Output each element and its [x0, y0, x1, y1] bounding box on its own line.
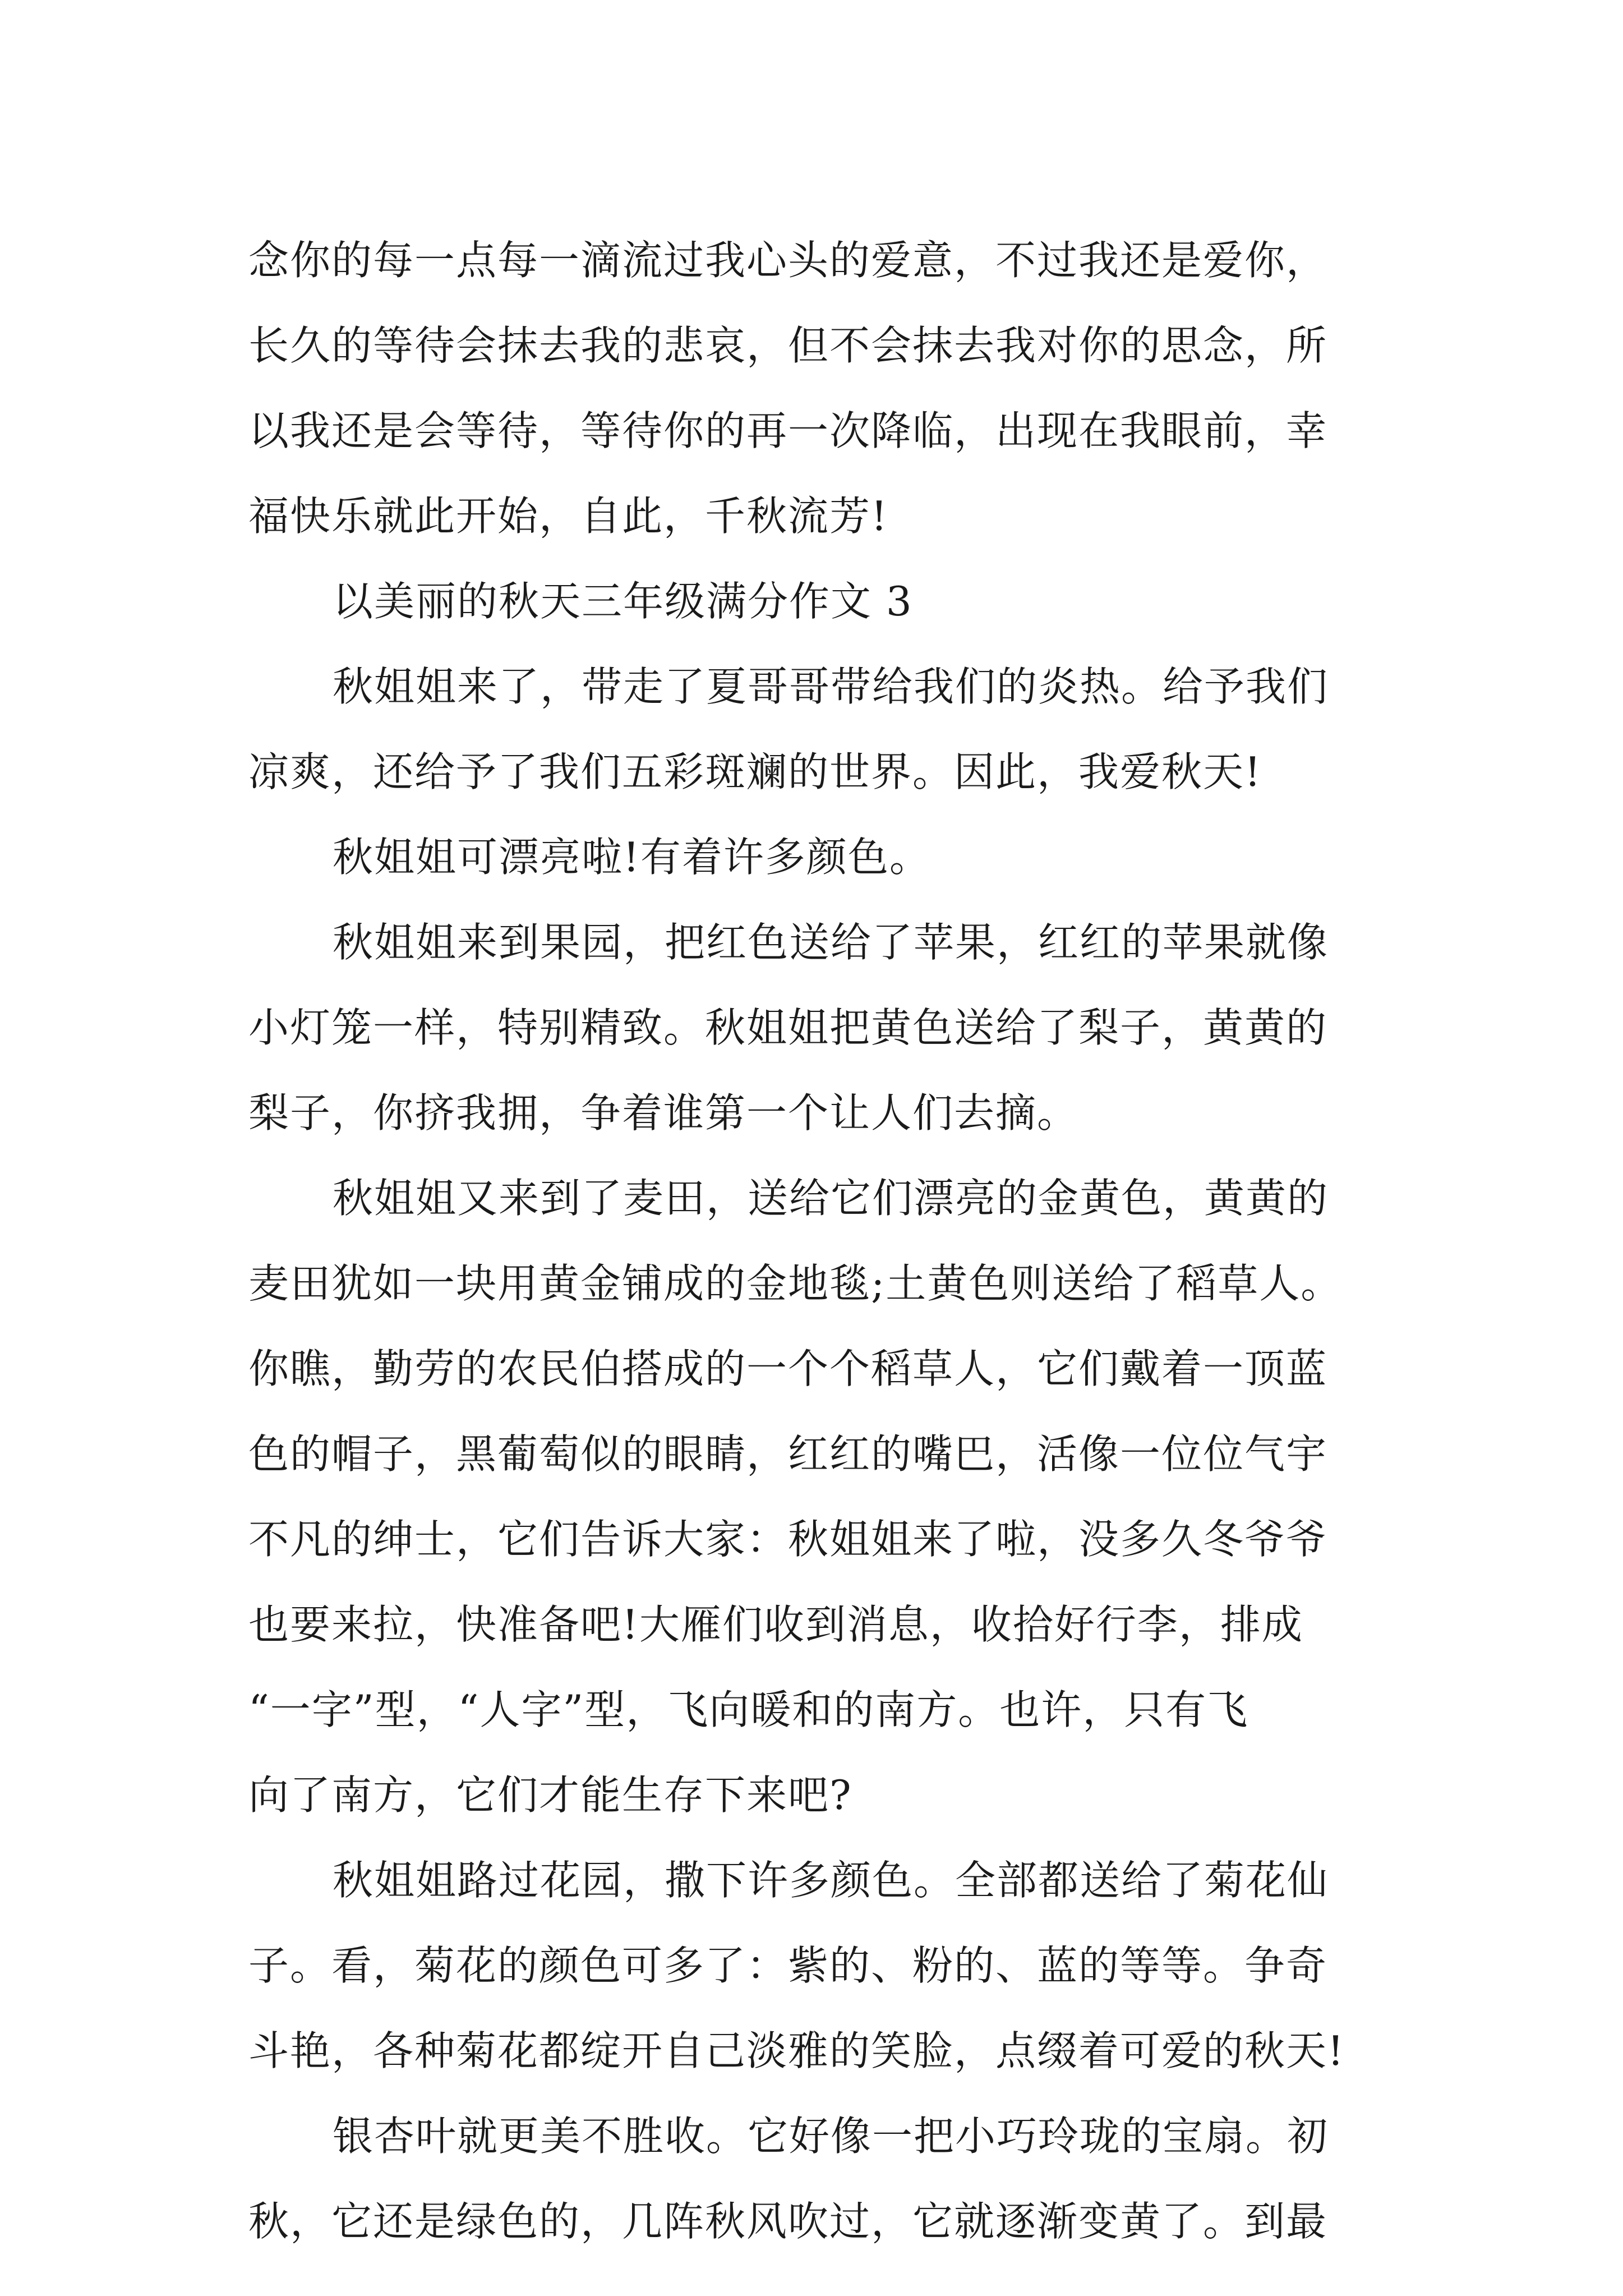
text-line: 福快乐就此开始，自此，千秋流芳! — [248, 493, 888, 540]
text-line: 银杏叶就更美不胜收。它好像一把小巧玲珑的宝扇。初 — [333, 2113, 1329, 2160]
text-line: 色的帽子，黑葡萄似的眼睛，红红的嘴巴，活像一位位气宇 — [248, 1430, 1328, 1478]
text-line: 秋姐姐路过花园，撒下许多颜色。全部都送给了菊花仙 — [333, 1857, 1329, 1904]
text-line: 小灯笼一样，特别精致。秋姐姐把黄色送给了梨子，黄黄的 — [248, 1004, 1328, 1051]
text-line: 念你的每一点每一滴流过我心头的爱意，不过我还是爱你， — [248, 237, 1328, 284]
text-line: 梨子，你挤我拥，争着谁第一个让人们去摘。 — [248, 1089, 1079, 1137]
text-line: 长久的等待会抹去我的悲哀，但不会抹去我对你的思念，所 — [248, 322, 1328, 369]
text-line: 凉爽，还给予了我们五彩斑斓的世界。因此，我爱秋天! — [248, 748, 1262, 795]
text-line: 子。看，菊花的颜色可多了：紫的、粉的、蓝的等等。争奇 — [248, 1942, 1328, 1989]
text-line: 秋，它还是绿色的，几阵秋风吹过，它就逐渐变黄了。到最 — [248, 2198, 1328, 2245]
document-body — [248, 218, 1387, 2264]
text-line: 麦田犹如一块用黄金铺成的金地毯;土黄色则送给了稻草人。 — [248, 1260, 1343, 1307]
text-line: 秋姐姐来到果园，把红色送给了苹果，红红的苹果就像 — [333, 919, 1329, 966]
text-line: “一字”型，“人字”型，飞向暖和的南方。也许，只有飞 — [248, 1686, 1249, 1733]
text-line: 斗艳，各种菊花都绽开自己淡雅的笑脸，点缀着可爱的秋天! — [248, 2027, 1345, 2074]
text-line: 秋姐姐又来到了麦田，送给它们漂亮的金黄色，黄黄的 — [333, 1175, 1329, 1222]
text-line: 以美丽的秋天三年级满分作文 3 — [333, 578, 913, 625]
text-line: 以我还是会等待，等待你的再一次降临，出现在我眼前，幸 — [248, 407, 1328, 454]
text-line: 秋姐姐可漂亮啦!有着许多颜色。 — [333, 834, 931, 881]
text-line: 你瞧，勤劳的农民伯搭成的一个个稻草人，它们戴着一顶蓝 — [248, 1345, 1328, 1392]
text-line: 也要来拉，快准备吧!大雁们收到消息，收拾好行李，排成 — [248, 1601, 1303, 1648]
text-line: 不凡的绅士，它们告诉大家：秋姐姐来了啦，没多久冬爷爷 — [248, 1516, 1328, 1563]
text-line: 秋姐姐来了，带走了夏哥哥带给我们的炎热。给予我们 — [333, 663, 1329, 710]
text-line: 向了南方，它们才能生存下来吧? — [248, 1772, 852, 1819]
